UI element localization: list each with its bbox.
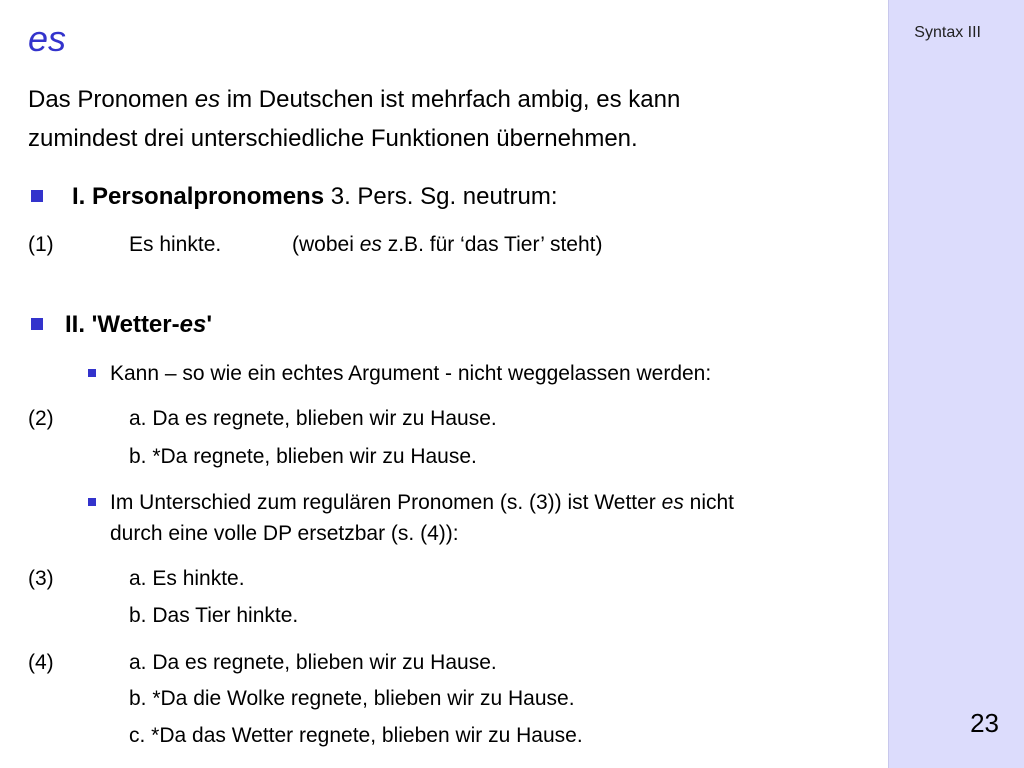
example-1-text: Es hinkte. bbox=[129, 233, 222, 256]
point-2-text-b: nicht bbox=[683, 491, 735, 514]
sidebar bbox=[888, 0, 1024, 768]
example-3a: a. Es hinkte. bbox=[129, 567, 245, 590]
point-2-line-2: durch eine volle DP ersetzbar (s. (4)): bbox=[110, 522, 459, 545]
note-a: (wobei bbox=[292, 233, 360, 256]
intro-es: es bbox=[194, 86, 221, 113]
intro-line-2: zumindest drei unterschiedliche Funktionen übernehmen. bbox=[28, 125, 638, 152]
section2-bold-a: II. 'Wetter- bbox=[65, 311, 180, 338]
note-es: es bbox=[359, 233, 382, 256]
section1-heading bbox=[72, 183, 558, 211]
example-3b: b. Das Tier hinkte. bbox=[129, 604, 299, 627]
sub-bullet-square-icon bbox=[88, 498, 96, 506]
example-2b: b. *Da regnete, blieben wir zu Hause. bbox=[129, 445, 477, 468]
note-b: z.B. für ‘das Tier’ steht) bbox=[381, 233, 603, 256]
point-2-text-a: Im Unterschied zum regulären Pronomen (s. (3)) ist Wetter bbox=[110, 491, 662, 514]
example-1-note bbox=[292, 233, 602, 257]
intro-text-b: im Deutschen ist mehrfach ambig, es kann bbox=[220, 86, 681, 113]
point-2-es: es bbox=[661, 491, 684, 514]
section2-heading bbox=[65, 311, 212, 339]
slide-title: es bbox=[28, 18, 67, 59]
section2-point-1: Kann – so wie ein echtes Argument - nicht weggelassen werden: bbox=[110, 362, 712, 385]
section2-bold-es: es bbox=[179, 311, 207, 338]
section2-bold-b: ' bbox=[206, 311, 213, 338]
example-2a: a. Da es regnete, blieben wir zu Hause. bbox=[129, 407, 497, 430]
example-4c: c. *Da das Wetter regnete, blieben wir zu Hause. bbox=[129, 724, 583, 747]
sub-bullet-square-icon bbox=[88, 369, 96, 377]
section1-bold: I. Personalpronomens bbox=[72, 183, 325, 210]
example-2-number: (2) bbox=[28, 407, 54, 430]
bullet-square-icon bbox=[31, 318, 43, 330]
example-1-number: (1) bbox=[28, 233, 54, 256]
intro-line-1 bbox=[28, 80, 868, 119]
bullet-square-icon bbox=[31, 190, 43, 202]
section1-rest: 3. Pers. Sg. neutrum: bbox=[324, 183, 558, 210]
intro-text bbox=[28, 80, 868, 158]
page-number: 23 bbox=[970, 708, 999, 738]
example-4b: b. *Da die Wolke regnete, blieben wir zu Hause. bbox=[129, 687, 575, 710]
example-4a: a. Da es regnete, blieben wir zu Hause. bbox=[129, 651, 497, 674]
intro-text-a: Das Pronomen bbox=[28, 86, 195, 113]
course-title: Syntax III bbox=[914, 24, 981, 41]
point-2-line-1 bbox=[110, 487, 734, 518]
example-4-number: (4) bbox=[28, 651, 54, 674]
section2-point-2 bbox=[110, 487, 734, 549]
example-3-number: (3) bbox=[28, 567, 54, 590]
